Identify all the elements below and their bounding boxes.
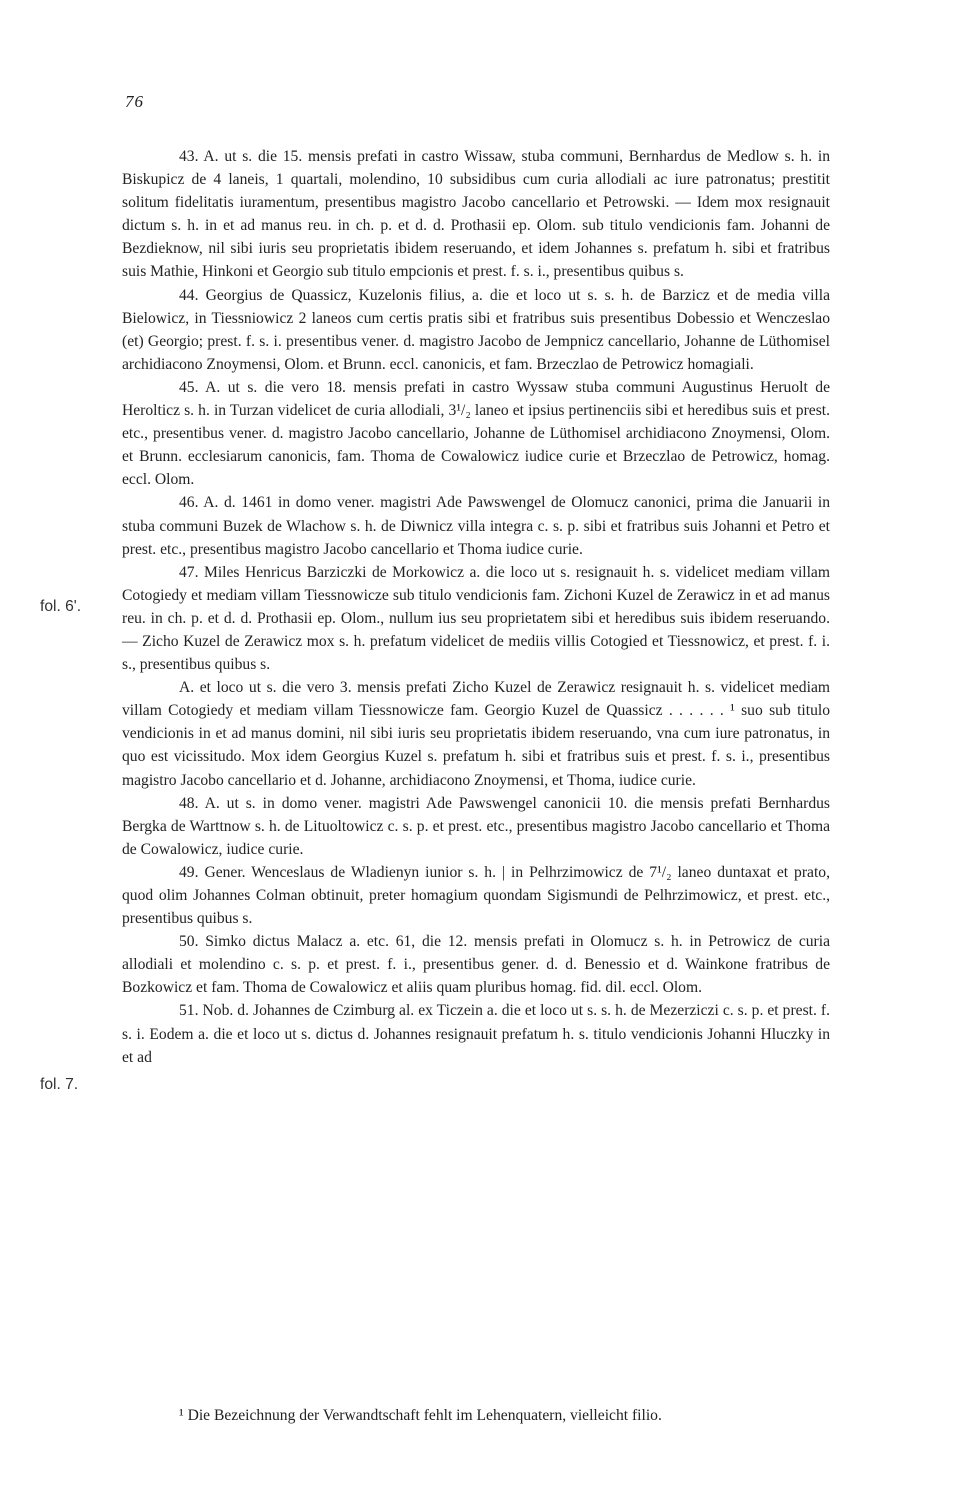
margin-note-fol-6: fol. 6'. [40,598,82,615]
footnote: ¹ Die Bezeichnung der Verwandtschaft fehlt im Lehenquatern, vielleicht filio. [179,1407,662,1424]
entry-46: 46. A. d. 1461 in domo vener. magistri Ade Pawswengel de Olomucz canonici, prima die Januarii in stuba communi Buzek de Wlachow s. h. de Diwnicz villa integra c. s. p. sibi et fratribus suis Johanni et Petro et prest. etc., presentibus magistro Jacobo cancellario et Thoma iudice curie. [122,494,830,558]
main-text [122,145,830,1069]
entry-47: 47. Miles Henricus Barziczki de Morkowicz a. die loco ut s. resignauit h. s. videlicet mediam villam Cotogiedy et mediam villam Tiessnowicze sub titulo vendicionis fam. Zichoni Kuzel de Zerawicz in et ad manus reu. in ch. p. et d. d. Prothasii ep. Olom., nullum ius seu proprietatem sibi et heredibus suis ibidem reseruando. — Zicho Kuzel de Zerawicz mox s. h. prefatum videlicet de mediis villis Cotogied et Tiessnowicz, et prest. f. i. s., presentibus quibus s. [122,563,830,674]
entry-47-continuation: A. et loco ut s. die vero 3. mensis prefati Zicho Kuzel de Zerawicz resignauit h. s. videlicet mediam villam Cotogiedy et mediam villam Tiessnowicze fam. Georgio Kuzel de Quassicz . . . . . . ¹ suo sub titulo vendicionis in et ad manus domini, nil sibi iuris seu proprietatis ibidem reseruando, vna cum iure patronatus, in quo est vicissitudo. Mox idem Georgius Kuzel s. prefatum h. sibi et fratribus suis et prest. f. s. i., presentibus magistro Jacobo cancellario et d. Johanne, archidiacono Znoymensi, et Thoma, iudice curie. [122,679,830,789]
entry-49: 49. Gener. Wenceslaus de Wladienyn iunior s. h. | in Pelhrzimowicz de 7¹/₂ laneo duntaxat et prato, quod olim Johannes Colman obtinuit, preter homagium quondam Sigismundi de Pelhrzimowicz, et prest. etc., presentibus quibus s. [122,863,830,928]
margin-note-fol-7: fol. 7. [40,1076,79,1093]
entry-44: 44. Georgius de Quassicz, Kuzelonis filius, a. die et loco ut s. s. h. de Barzicz et de media villa Bielowicz, in Tiessniowicz 2 laneos cum certis pratis sibi et fratribus suis presentibus Dobessio et Wenczeslao (et) Georgio; prest. f. s. i. presentibus vener. d. magistro Jacobo de Jempnicz cancellario, Johanne de Lüthomisel archidiacono Znoymensi, Olom. et Brunn. eccl. canonicis, et fam. Brzeczlao de Petrowicz homagiali. [122,286,830,373]
page-number: 76 [125,92,144,111]
entry-45: 45. A. ut s. die vero 18. mensis prefati in castro Wyssaw stuba communi Augustinus Heruolt de Herolticz s. h. in Turzan videlicet de curia allodiali, 3¹/₂ laneo et ipsius pertinenciis sibi et heredibus suis et prest. etc., presentibus vener. d. magistro Jacobo cancellario, Johanne de Lüthomisel archidiacono Znoymensi, Olom. et Brunn. ecclesiarum canonicis, fam. Thoma de Cowalowicz iudice curie et Brzeczlao de Petrowicz, homag. eccl. Olom. [122,378,830,489]
entry-50: 50. Simko dictus Malacz a. etc. 61, die 12. mensis prefati in Olomucz s. h. in Petrowicz de curia allodiali et molendino c. s. p. et prest. f. i., presentibus gener. d. d. Benessio et d. Wainkone fratribus de Bozkowicz et fam. Thoma de Cowalowicz et aliis quam pluribus homag. fid. dil. eccl. Olom. [122,933,830,997]
entry-51: 51. Nob. d. Johannes de Czimburg al. ex Ticzein a. die et loco ut s. s. h. de Mezerziczi c. s. p. et prest. f. s. i. Eodem a. die et loco ut s. dictus d. Johannes resignauit prefatum h. s. titulo vendicionis Johanni Hluczky in et ad [122,1002,830,1066]
entry-43: 43. A. ut s. die 15. mensis prefati in castro Wissaw, stuba communi, Bernhardus de Medlow s. h. in Biskupicz de 4 laneis, 1 quartali, molendino, 10 subsidibus cum curia allodiali ac iure patronatus; prestitit solitum fidelitatis iuramentum, presentibus magistro Jacobo cancellario et Petrowski. — Idem mox resignauit dictum s. h. in et ad manus reu. in ch. p. et d. d. Prothasii ep. Olom. sub titulo vendicionis fam. Johanni de Bezdieknow, nil sibi iuris seu proprietatis ibidem reseruando, et idem Johannes s. prefatum h. sibi et fratribus suis Mathie, Hinkoni et Georgio sub titulo empcionis et prest. f. s. i., presentibus quibus s. [122,148,830,281]
entry-48: 48. A. ut s. in domo vener. magistri Ade Pawswengel canonicii 10. die mensis prefati Bernhardus Bergka de Warttnow s. h. de Lituoltowicz c. s. p. et prest. etc., presentibus magistro Jacobo cancellario et Thoma de Cowalowicz, iudice curie. [122,794,830,858]
